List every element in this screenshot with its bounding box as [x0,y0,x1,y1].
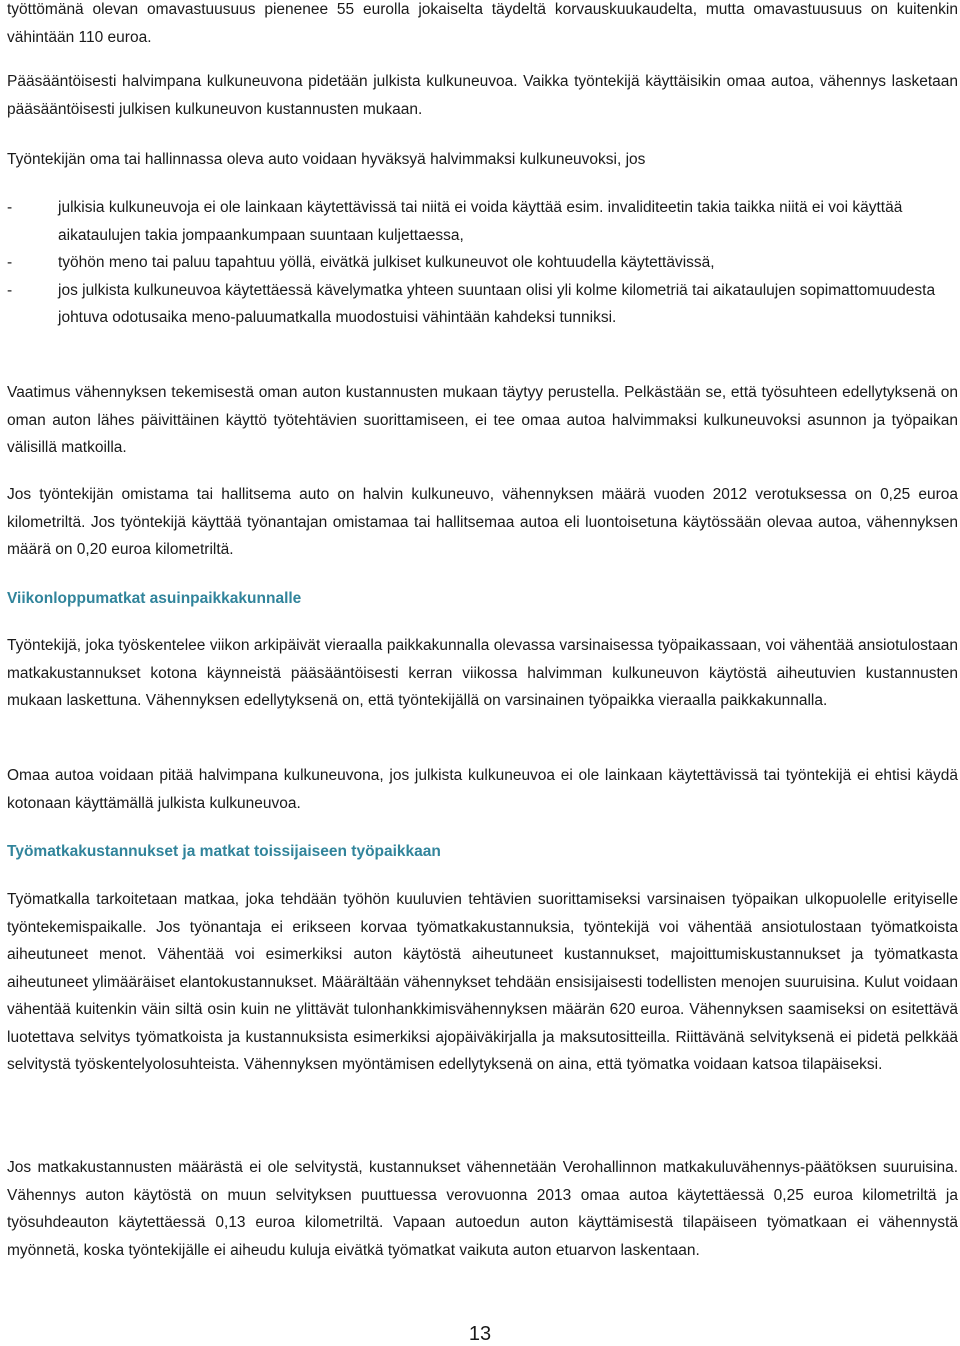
list-item [7,277,958,332]
list-dash: - [7,254,13,271]
paragraph: Pääsääntöisesti halvimpana kulkuneuvona pidetään julkista kulkuneuvoa. Vaikka työntekijä käyttäisikin omaa autoa, vähennys lasketaan pääsääntöisesti julkisen kulkuneuvon kustannusten mukaan. [7,73,958,118]
paragraph: Jos matkakustannusten määrästä ei ole selvitystä, kustannukset vähennetään Verohallinnon matkakuluvähennys-päätöksen suuruisina. Vähennys auton käytöstä on muun selvityksen puuttuessa verovuonna 2013 omaa autoa käytettäessä 0,25 euroa kilometriltä ja työsuhdeauton käytettäessä 0,13 euroa kilometriltä. Vapaan autoedun auton käyttämisestä tilapäiseen työmatkaan ei vähennystä myönnetä, koska työntekijälle ei aiheudu kuluja eivätkä työmatkat vaikuta auton etuarvon laskentaan. [7,1159,958,1259]
list-dash: - [7,281,13,299]
paragraph: Työmatkalla tarkoitetaan matkaa, joka tehdään työhön kuuluvien tehtävien suorittamiseksi varsinaisen työpaikan ulkopuolelle erityiselle työntekemispaikalle. Jos työnantaja ei erikseen korvaa työmatkakustannuksia, työntekijä voi vähentää ansiotulostaan työmatkoista aiheutuneet menot. Vähentää voi esimerkiksi auton käytöstä aiheutuneet kustannukset, majoittumiskustannukset ja työmatkasta aiheutuneet ylimääräiset elantokustannukset. Määrältään vähennykset tehdään ensisijaisesti todellisten menojen suuruisina. Kulut voidaan vähentää kuitenkin väin siltä osin kuin ne ylittävät tulonhankkimisvähennyksen määrän 620 euroa. Vähennyksen saamiseksi on esitettävä luotettava selvitys työmatkoista ja kustannuksista esimerkiksi ajopäiväkirjalla ja maksutositteilla. Riittävänä selvityksenä ei pidetä pelkkää selvitystä työskentelyolosuhteista. Vähennyksen myöntämisen edellytyksenä on aina, että työmatka voidaan katsoa tilapäiseksi. [7,891,958,1073]
paragraph: Työntekijän oma tai hallinnassa oleva auto voidaan hyväksyä halvimmaksi kulkuneuvoksi, jos [7,151,646,168]
list-item-text: jos julkista kulkuneuvoa käytettäessä kävelymatka yhteen suuntaan olisi yli kolme kilometriä tai aikataulujen sopimattomuudesta johtuva odotusaika meno-paluumatkalla muodostuisi vähintään kahdeksi tunniksi. [58,281,936,326]
section-heading: Viikonloppumatkat asuinpaikkakunnalle [7,590,302,607]
bullet-list [7,194,958,332]
paragraph: työttömänä olevan omavastuusuus pienenee 55 eurolla jokaiselta täydeltä korvauskuukaudelta, mutta omavastuusuus on kuitenkin vähintään 110 euroa. [7,1,958,46]
paragraph: Työntekijä, joka työskentelee viikon arkipäivät vieraalla paikkakunnalla olevassa varsinaisessa työpaikassaan, voi vähentää ansiotulostaan matkakustannukset kotona käynneistä pääsääntöisesti kerran viikossa halvimman kulkuneuvon käytöstä aiheutuvien kustannusten mukaan laskettuna. Vähennyksen edellytyksenä on, että työntekijällä on varsinainen työpaikka vieraalla paikkakunnalla. [7,637,958,709]
list-item-text: julkisia kulkuneuvoja ei ole lainkaan käytettävissä tai niitä ei voida käyttää esim. invaliditeetin takia taikka niitä ei voi käyttää aikataulujen takia jompaankumpaan suuntaan kuljettaessa, [58,199,903,244]
list-item [7,194,958,249]
section-heading: Työmatkakustannukset ja matkat toissijaiseen työpaikkaan [7,843,441,860]
page-number: 13 [468,1323,492,1345]
list-item [7,249,958,277]
list-item-text: työhön meno tai paluu tapahtuu yöllä, eivätkä julkiset kulkuneuvot ole kohtuudella käytettävissä, [58,254,715,271]
paragraph: Jos työntekijän omistama tai hallitsema auto on halvin kulkuneuvo, vähennyksen määrä vuoden 2012 verotuksessa on 0,25 euroa kilometriltä. Jos työntekijä käyttää työnantajan omistamaa tai hallitsemaa autoa eli luontoisetuna käytössään olevaa autoa, vähennyksen määrä on 0,20 euroa kilometriltä. [7,486,958,558]
list-dash: - [7,199,13,216]
paragraph: Vaatimus vähennyksen tekemisestä oman auton kustannusten mukaan täytyy perustella. Pelkästään se, että työsuhteen edellytyksenä on oman auton lähes päivittäinen käyttö työtehtävien suorittamiseen, ei tee omaa autoa halvimmaksi kulkuneuvoksi asunnon ja työpaikan välisillä matkoilla. [7,384,958,456]
paragraph: Omaa autoa voidaan pitää halvimpana kulkuneuvona, jos julkista kulkuneuvoa ei ole lainkaan käytettävissä tai työntekijä ei ehtisi käydä kotonaan käyttämällä julkista kulkuneuvoa. [7,767,958,812]
